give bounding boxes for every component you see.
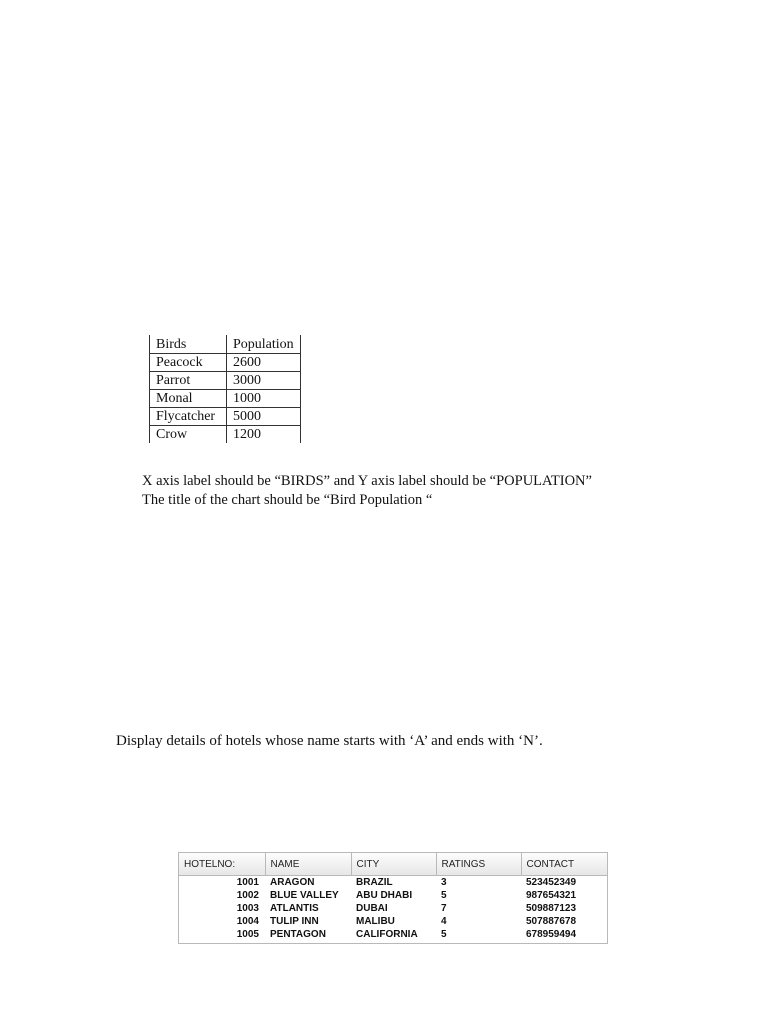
hotel-header-hotelno[interactable]: HOTELNO: xyxy=(179,853,265,876)
hotel-name-cell: ATLANTIS xyxy=(270,903,319,914)
birds-header-population: Population xyxy=(227,335,301,354)
bird-population-cell: 1200 xyxy=(227,426,301,444)
hotel-contact-cell: 509887123 xyxy=(526,903,577,914)
bird-name-cell: Monal xyxy=(150,390,227,408)
hotel-city-cell: ABU DHABI xyxy=(356,890,413,901)
hotel-contact-cell: 678959494 xyxy=(526,929,577,940)
chart-instructions-line-1: X axis label should be “BIRDS” and Y axis label should be “POPULATION” xyxy=(142,473,592,489)
bird-population-cell: 5000 xyxy=(227,408,301,426)
hotel-no-cell: 1005 xyxy=(236,929,259,940)
hotel-city-cell: BRAZIL xyxy=(356,877,393,888)
birds-table-row xyxy=(150,354,301,372)
hotel-table-row[interactable] xyxy=(179,876,607,890)
hotel-no-cell: 1004 xyxy=(236,916,259,927)
hotel-rating-cell: 5 xyxy=(441,929,447,940)
hotel-name-cell: PENTAGON xyxy=(270,929,326,940)
birds-table-row xyxy=(150,390,301,408)
bird-population-cell: 2600 xyxy=(227,354,301,372)
hotel-no-cell: 1003 xyxy=(236,903,259,914)
hotel-rating-cell: 3 xyxy=(441,877,447,888)
hotel-table-row[interactable] xyxy=(179,902,607,915)
chart-instructions-line-2: The title of the chart should be “Bird Population “ xyxy=(142,492,433,508)
hotel-city-cell: MALIBU xyxy=(356,916,395,927)
hotel-contact-cell: 507887678 xyxy=(526,916,577,927)
hotel-rating-cell: 7 xyxy=(441,903,447,914)
bird-name-cell: Flycatcher xyxy=(150,408,227,426)
hotel-rating-cell: 5 xyxy=(441,890,447,901)
hotel-no-cell: 1001 xyxy=(236,877,259,888)
hotel-table-row[interactable] xyxy=(179,928,607,943)
hotel-table-header-row xyxy=(179,853,607,876)
hotel-city-cell: DUBAI xyxy=(356,903,388,914)
birds-table-header-row xyxy=(150,335,301,354)
bird-name-cell: Peacock xyxy=(150,354,227,372)
hotel-question: Display details of hotels whose name starts with ‘A’ and ends with ‘N’. xyxy=(116,733,543,749)
hotel-rating-cell: 4 xyxy=(441,916,447,927)
bird-population-cell: 3000 xyxy=(227,372,301,390)
hotel-header-ratings[interactable]: RATINGS xyxy=(436,853,521,876)
bird-name-cell: Crow xyxy=(150,426,227,444)
hotel-header-name[interactable]: NAME xyxy=(265,853,351,876)
birds-table-row xyxy=(150,372,301,390)
bird-population-cell: 1000 xyxy=(227,390,301,408)
birds-table-row xyxy=(150,426,301,444)
hotel-table-row[interactable] xyxy=(179,889,607,902)
hotel-name-cell: BLUE VALLEY xyxy=(270,890,339,901)
hotel-name-cell: ARAGON xyxy=(270,877,315,888)
hotel-no-cell: 1002 xyxy=(236,890,259,901)
hotel-header-city[interactable]: CITY xyxy=(351,853,436,876)
hotel-contact-cell: 987654321 xyxy=(526,890,577,901)
hotel-city-cell: CALIFORNIA xyxy=(356,929,418,940)
hotel-header-contact[interactable]: CONTACT xyxy=(521,853,607,876)
hotel-table-row[interactable] xyxy=(179,915,607,928)
birds-header-birds: Birds xyxy=(150,335,227,354)
chart-instructions xyxy=(142,472,592,510)
bird-name-cell: Parrot xyxy=(150,372,227,390)
birds-table xyxy=(149,335,301,443)
hotel-table xyxy=(179,853,607,943)
hotel-table-panel xyxy=(178,852,608,944)
hotel-name-cell: TULIP INN xyxy=(270,916,319,927)
hotel-contact-cell: 523452349 xyxy=(526,877,577,888)
birds-table-row xyxy=(150,408,301,426)
